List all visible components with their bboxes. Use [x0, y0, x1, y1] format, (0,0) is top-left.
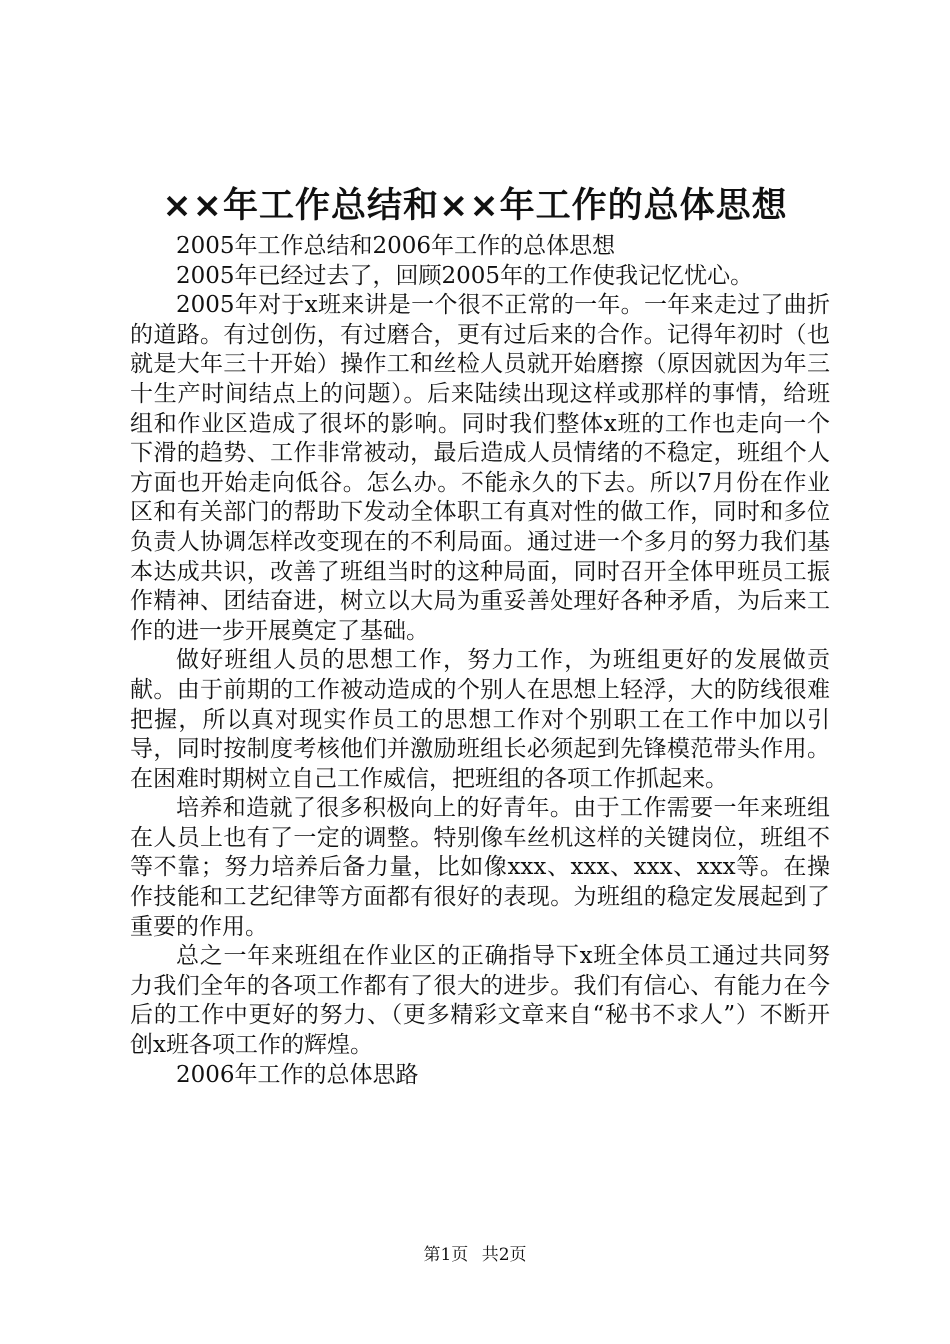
- paragraph-review: 2005年对于x班来讲是一个很不正常的一年。一年来走过了曲折的道路。有过创伤，有过磨合，更有过后来的合作。记得年初时（也就是大年三十开始）操作工和丝检人员就开始磨擦（原因就因为年三十生产时间结点上的问题）。后来陆续出现这样或那样的事情，给班组和作业区造成了很坏的影响。同时我们整体x班的工作也走向一个下滑的趋势、工作非常被动，最后造成人员情绪的不稳定，班组个人方面也开始走向低谷。怎么办。不能永久的下去。所以7月份在作业区和有关部门的帮助下发动全体职工有真对性的做工作，同时和多位负责人协调怎样改变现在的不利局面。通过进一个多月的努力我们基本达成共识，改善了班组当时的这种局面，同时召开全体甲班员工振作精神、团结奋进，树立以大局为重妥善处理好各种矛盾，为后来工作的进一步开展奠定了基础。: [130, 292, 830, 644]
- paragraph-youth-training: 培养和造就了很多积极向上的好青年。由于工作需要一年来班组在人员上也有了一定的调整。特别像车丝机这样的关键岗位，班组不等不靠；努力培养后备力量，比如像xxx、xxx、xxx、xxx等。在操作技能和工艺纪律等方面都有很好的表现。为班组的稳定发展起到了重要的作用。: [130, 795, 830, 940]
- paragraph-intro: 2005年已经过去了，回顾2005年的工作使我记忆忧心。: [176, 262, 754, 289]
- document-title: ××年工作总结和××年工作的总体思想: [162, 186, 788, 226]
- paragraph-2006-heading: 2006年工作的总体思路: [176, 1061, 419, 1088]
- paragraph-subtitle: 2005年工作总结和2006年工作的总体思想: [176, 233, 616, 259]
- page-number: 第1页: [423, 1245, 469, 1265]
- paragraph-thought-work: 做好班组人员的思想工作，努力工作，为班组更好的发展做贡献。由于前期的工作被动造成的个别人在思想上轻浮，大的防线很难把握，所以真对现实作员工的思想工作对个别职工在工作中加以引导，同时按制度考核他们并激励班组长必须起到先锋模范带头作用。在困难时期树立自己工作威信，把班组的各项工作抓起来。: [130, 647, 830, 792]
- document-body: [130, 232, 830, 1090]
- page-footer: [0, 1243, 950, 1267]
- paragraph-summary: 总之一年来班组在作业区的正确指导下x班全体员工通过共同努力我们全年的各项工作都有了很大的进步。我们有信心、有能力在今后的工作中更好的努力、（更多精彩文章来自“秘书不求人”）不断开创x班各项工作的辉煌。: [130, 943, 830, 1059]
- page-total: 共2页: [481, 1245, 527, 1265]
